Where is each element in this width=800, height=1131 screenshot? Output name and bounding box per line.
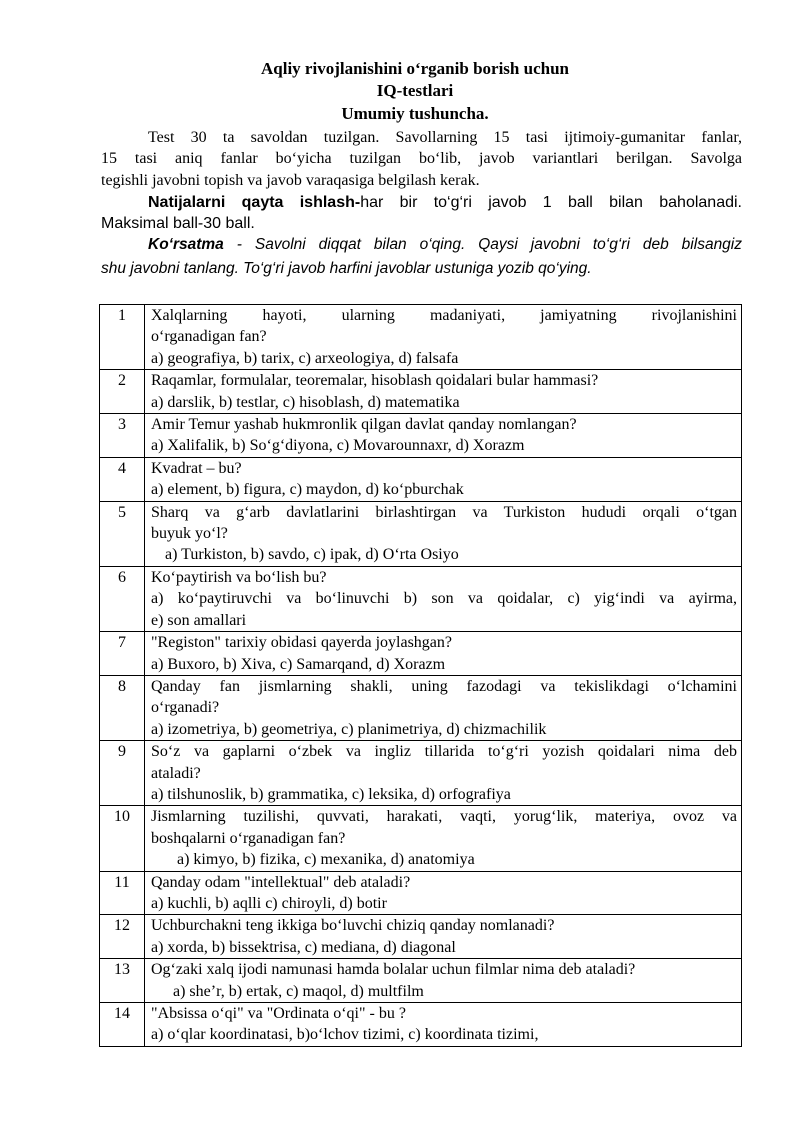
question-text: Kvadrat – bu? bbox=[151, 459, 242, 477]
answer-options: a) kimyo, b) fizika, c) mexanika, d) anatomiya bbox=[177, 851, 475, 869]
scoring-label: Natijalarni qayta ishlash- bbox=[148, 194, 361, 211]
answer-options: a) Xalifalik, b) So‘g‘diyona, c) Movarounnaxr, d) Xorazm bbox=[151, 437, 525, 455]
questions-table bbox=[99, 304, 742, 1047]
question-number: 7 bbox=[100, 632, 145, 676]
answer-options: a) o‘qlar koordinatasi, b)o‘lchov tizimi, c) koordinata tizimi, bbox=[151, 1026, 539, 1044]
table-row bbox=[100, 675, 742, 740]
table-row bbox=[100, 1003, 742, 1047]
question-text: Ko‘paytirish va bo‘lish bu? bbox=[151, 568, 327, 586]
question-number: 2 bbox=[100, 370, 145, 414]
answer-options: a) xorda, b) bissektrisa, c) mediana, d) diagonal bbox=[151, 938, 456, 956]
question-text: Xalqlarning hayoti, ularning madaniyati, jamiyatning rivojlanishini bbox=[151, 307, 737, 324]
answer-options: a) tilshunoslik, b) grammatika, c) leksika, d) orfografiya bbox=[151, 785, 511, 803]
question-text: "Absissa o‘qi" va "Ordinata o‘qi" - bu ? bbox=[151, 1005, 406, 1022]
question-text: o‘rganadi? bbox=[151, 699, 220, 717]
question-number: 8 bbox=[100, 675, 145, 740]
question-cell bbox=[145, 915, 742, 959]
table-row bbox=[100, 741, 742, 806]
question-number: 14 bbox=[100, 1003, 145, 1047]
question-text: buyuk yo‘l? bbox=[151, 525, 228, 543]
question-text: o‘rganadigan fan? bbox=[151, 328, 267, 346]
table-row bbox=[100, 370, 742, 414]
question-text: Qanday odam "intellektual" deb ataladi? bbox=[151, 873, 411, 891]
question-number: 9 bbox=[100, 741, 145, 806]
question-number: 4 bbox=[100, 457, 145, 501]
document-subtitle: IQ-testlari bbox=[376, 81, 454, 100]
question-cell bbox=[145, 632, 742, 676]
question-text: Qanday fan jismlarning shakli, uning fazodagi va tekislikdagi o‘lchamini bbox=[151, 677, 737, 695]
question-number: 12 bbox=[100, 915, 145, 959]
question-cell bbox=[145, 1003, 742, 1047]
question-cell bbox=[145, 741, 742, 806]
question-cell bbox=[145, 806, 742, 871]
question-number: 6 bbox=[100, 566, 145, 631]
scoring-paragraph-line: Maksimal ball-30 ball. bbox=[101, 215, 255, 232]
answer-options: a) she’r, b) ertak, c) maqol, d) multfilm bbox=[173, 982, 424, 1000]
question-cell bbox=[145, 566, 742, 631]
question-text: Sharq va g‘arb davlatlarini birlashtirgan va Turkiston hududi orqali o‘tgan bbox=[151, 503, 737, 521]
question-text: ataladi? bbox=[151, 764, 201, 782]
question-cell bbox=[145, 370, 742, 414]
table-row bbox=[100, 457, 742, 501]
table-row bbox=[100, 632, 742, 676]
answer-options: a) kuchli, b) aqlli c) chiroyli, d) botir bbox=[151, 894, 387, 912]
table-row bbox=[100, 915, 742, 959]
question-cell bbox=[145, 501, 742, 566]
question-text: Og‘zaki xalq ijodi namunasi hamda bolalar uchun filmlar nima deb ataladi? bbox=[151, 961, 636, 979]
answer-options: a) element, b) figura, c) maydon, d) ko‘pburchak bbox=[151, 481, 464, 499]
instruction-paragraph-line bbox=[101, 234, 742, 255]
question-number: 11 bbox=[100, 871, 145, 915]
table-row bbox=[100, 414, 742, 458]
question-cell bbox=[145, 305, 742, 370]
question-text: "Registon" tarixiy obidasi qayerda joylashgan? bbox=[151, 634, 452, 652]
document-title: Aqliy rivojlanishini o‘rganib borish uchun bbox=[261, 59, 569, 78]
table-row bbox=[100, 305, 742, 370]
question-cell bbox=[145, 457, 742, 501]
intro-paragraph-line: 15 tasi aniq fanlar bo‘yicha tuzilgan bo‘lib, javob variantlari berilgan. Savolga bbox=[101, 150, 742, 167]
question-text: Amir Temur yashab hukmronlik qilgan davlat qanday nomlangan? bbox=[151, 416, 577, 434]
question-text: Uchburchakni teng ikkiga bo‘luvchi chiziq qanday nomlanadi? bbox=[151, 917, 555, 935]
intro-paragraph-line: Test 30 ta savoldan tuzilgan. Savollarning 15 tasi ijtimoiy-gumanitar fanlar, bbox=[148, 129, 742, 146]
answer-options: a) izometriya, b) geometriya, c) planimetriya, d) chizmachilik bbox=[151, 720, 547, 738]
answer-options: a) ko‘paytiruvchi va bo‘linuvchi b) son va qoidalar, c) yig‘indi va ayirma, bbox=[151, 590, 737, 608]
table-row bbox=[100, 501, 742, 566]
question-number: 10 bbox=[100, 806, 145, 871]
table-row bbox=[100, 959, 742, 1003]
instruction-label: Ko‘rsatma bbox=[148, 236, 224, 253]
table-row bbox=[100, 871, 742, 915]
answer-options: a) Turkiston, b) savdo, c) ipak, d) O‘rta Osiyo bbox=[165, 546, 459, 564]
intro-paragraph-line: tegishli javobni topish va javob varaqasiga belgilash kerak. bbox=[101, 172, 480, 189]
scoring-paragraph-line bbox=[101, 192, 742, 213]
answer-options: a) darslik, b) testlar, c) hisoblash, d) matematika bbox=[151, 393, 460, 411]
table-row bbox=[100, 806, 742, 871]
scoring-text: har bir to‘g‘ri javob 1 ball bilan baholanadi. bbox=[360, 194, 742, 211]
answer-options: a) Buxoro, b) Xiva, c) Samarqand, d) Xorazm bbox=[151, 655, 446, 673]
question-number: 5 bbox=[100, 501, 145, 566]
answer-options: e) son amallari bbox=[151, 611, 247, 629]
question-text: Raqamlar, formulalar, teoremalar, hisoblash qoidalari bular hammasi? bbox=[151, 372, 599, 390]
question-number: 3 bbox=[100, 414, 145, 458]
section-heading: Umumiy tushuncha. bbox=[341, 104, 489, 123]
question-number: 13 bbox=[100, 959, 145, 1003]
instruction-paragraph-line: shu javobni tanlang. To‘g‘ri javob harfini javoblar ustuniga yozib qo‘ying. bbox=[101, 260, 592, 277]
question-text: Jismlarning tuzilishi, quvvati, harakati, vaqti, yorug‘lik, materiya, ovoz va bbox=[151, 808, 737, 826]
answer-options: a) geografiya, b) tarix, c) arxeologiya, d) falsafa bbox=[151, 349, 459, 367]
question-text: boshqalarni o‘rganadigan fan? bbox=[151, 829, 346, 847]
question-cell bbox=[145, 871, 742, 915]
question-cell bbox=[145, 675, 742, 740]
question-number: 1 bbox=[100, 305, 145, 370]
table-row bbox=[100, 566, 742, 631]
question-cell bbox=[145, 959, 742, 1003]
question-text: So‘z va gaplarni o‘zbek va ingliz tillarida to‘g‘ri yozish qoidalari nima deb bbox=[151, 743, 737, 761]
question-cell bbox=[145, 414, 742, 458]
instruction-text: - Savolni diqqat bilan o‘qing. Qaysi javobni to‘g‘ri deb bilsangiz bbox=[223, 236, 742, 253]
